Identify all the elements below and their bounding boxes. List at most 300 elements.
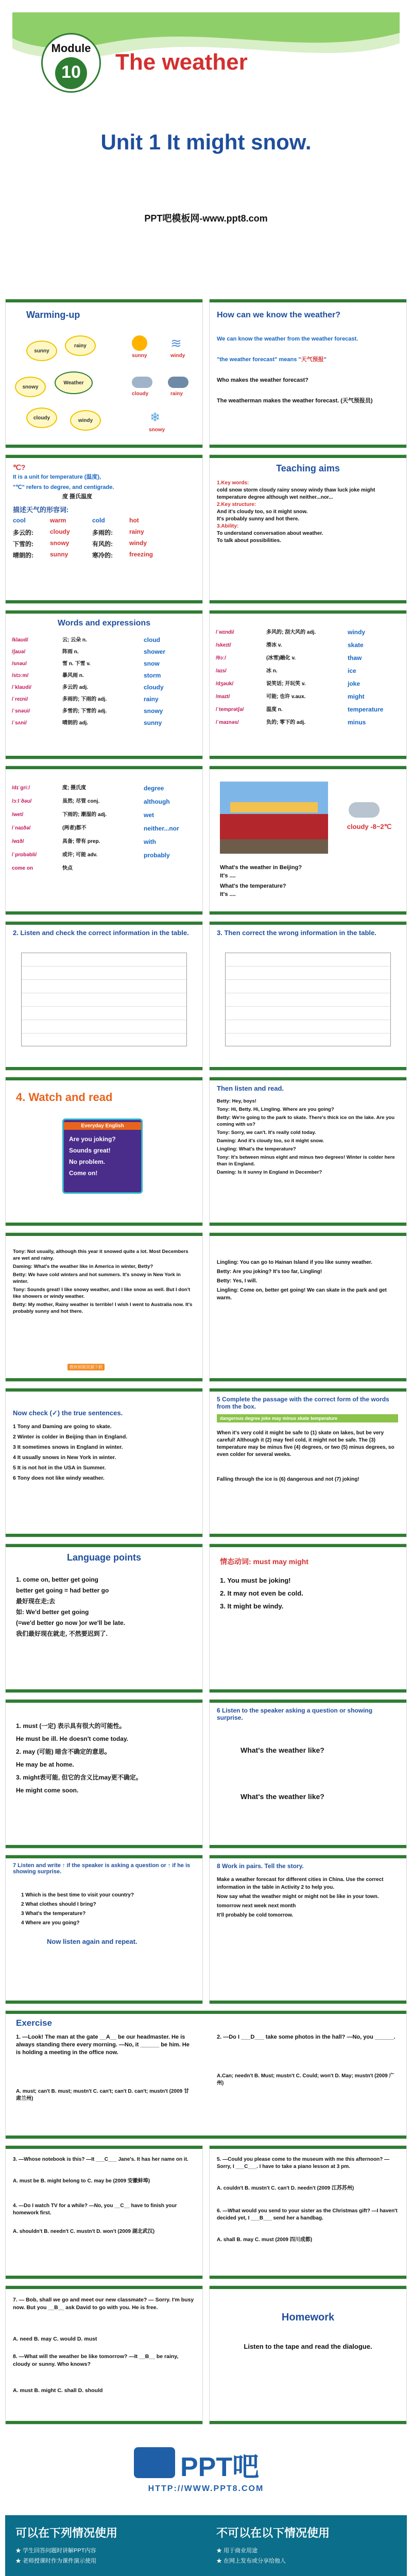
- meaning: 暴风雨 n.: [62, 673, 84, 679]
- label-snowy: snowy: [149, 427, 165, 433]
- meaning: 温度 n.: [266, 707, 283, 713]
- meaning: 冰 n.: [266, 668, 278, 674]
- module-badge: [41, 33, 101, 93]
- word-row: [216, 665, 401, 677]
- meaning: 多云的 adj.: [62, 685, 89, 690]
- pairs-title: 8 Work in pairs. Tell the story.: [217, 1862, 304, 1870]
- meaning: 雪 n. 下雪 v.: [62, 661, 91, 667]
- phonetic: /klaʊd/: [12, 637, 28, 643]
- word: minus: [348, 719, 366, 726]
- word-row: [216, 703, 401, 716]
- beijing-q1: What's the weather in Beijing?: [220, 865, 302, 871]
- dialogue-lines-3: [217, 1259, 400, 1303]
- slide-botbar: [210, 1845, 406, 1848]
- exercise-q2: 2. —Do I ___D___ take some photos in the hall? —No, you ______.: [217, 2034, 396, 2040]
- write-footer: Now listen again and repeat.: [47, 1938, 138, 1945]
- slide-botbar: [210, 756, 406, 759]
- language-line: 1. come on, better get going: [16, 1576, 99, 1583]
- logo-url: HTTP://WWW.PPT8.COM: [148, 2484, 264, 2493]
- left-title: 可以在下列情况使用: [15, 2527, 118, 2539]
- slide-topbar: [6, 1388, 202, 1392]
- aims-item: And it's cloudy too, so it might snow.: [217, 509, 308, 515]
- phonetic: /snəʊ/: [12, 661, 27, 667]
- rainy-icon: [168, 377, 188, 388]
- adjective-subtitle: 描述天气的形容词:: [13, 506, 69, 514]
- meaning: 虽然; 尽管 conj.: [62, 799, 100, 804]
- bubble-cloudy: cloudy: [26, 408, 57, 428]
- adjective-row: 晴朗的: sunny 寒冷的: freezing: [13, 551, 153, 559]
- meaning: 快点: [62, 866, 73, 871]
- modal-line: 3. It might be windy.: [220, 1602, 284, 1610]
- exercise-q4-opts: A. shouldn't B. needn't C. mustn't D. won't (2009 湖北武汉): [13, 2229, 155, 2234]
- dialogue-line: Lingling: What's the temperature?: [217, 1146, 296, 1152]
- word: snowy: [144, 707, 163, 715]
- language-line: 如: We'd better get going: [16, 1608, 89, 1616]
- slide-botbar: [6, 1534, 202, 1537]
- slide-topbar: [210, 1077, 406, 1080]
- bubble-rainy: rainy: [65, 335, 96, 356]
- pairs-line: It'll probably be cold tomorrow.: [217, 1912, 294, 1918]
- words-list: [12, 634, 197, 729]
- slide-botbar: [210, 445, 406, 448]
- slide-topbar: [6, 611, 202, 614]
- meaning: (冰雪)融化 v.: [266, 655, 296, 661]
- word-row: [12, 835, 197, 849]
- exercise-q1: 1. —Look! The man at the gate __A__ be our headmaster. He is always standing there every morning. —No, it ______ be him. He is holding a meeting in the office now.: [16, 2034, 190, 2056]
- language-line: 最好现在走;去: [16, 1598, 55, 1605]
- slide-aims: [209, 454, 407, 604]
- slide-botbar: [6, 756, 202, 759]
- word: cloudy: [144, 684, 164, 691]
- slide-words: [5, 610, 203, 759]
- download-stamp: 教材原版资源下载: [67, 1362, 105, 1371]
- word: windy: [348, 629, 366, 636]
- words-title: Words and expressions: [57, 619, 151, 628]
- phrase: No problem.: [69, 1158, 106, 1165]
- dialogue-line: Betty: Yes, I will.: [217, 1278, 258, 1284]
- windy-icon: ≋: [170, 335, 182, 351]
- slide-beijing: [209, 766, 407, 915]
- meaning: 多风的; 刮大风的 adj.: [266, 630, 316, 635]
- dialogue-line: Betty: We have cold winters and hot summers. It's snowy in New York in winter.: [13, 1272, 181, 1284]
- meaning: 负的; 零下的 adj.: [266, 720, 306, 725]
- word-row: [12, 693, 197, 705]
- beijing-q2: What's the temperature?: [220, 883, 286, 889]
- slide-complete: [209, 1388, 407, 1537]
- must-line: He might come soon.: [16, 1787, 79, 1794]
- phonetic: /ˈklaʊdi/: [12, 685, 31, 690]
- language-line: better get going = had better go: [16, 1587, 109, 1594]
- phonetic: /ɔːlˈðəʊ/: [12, 799, 32, 804]
- dialogue-line: Betty: Are you joking? It's too far, Lingling!: [217, 1269, 322, 1275]
- warmup-title: Warming-up: [26, 310, 80, 320]
- slide-botbar: [6, 1223, 202, 1226]
- slide-exercise-2: [5, 2145, 203, 2279]
- slide-dialogue: [209, 1077, 407, 1226]
- label-windy: windy: [170, 353, 185, 359]
- modal-line: 1. You must be joking!: [220, 1577, 291, 1584]
- forecast-line4: The weatherman makes the weather forecast. (天气预报员): [217, 398, 373, 404]
- slide-botbar: [6, 911, 202, 914]
- slide-botbar: [210, 1223, 406, 1226]
- word: sunny: [144, 719, 162, 726]
- dialogue-line: Tony: It's between minus eight and minus two degrees! Winter is colder here than in England.: [217, 1155, 395, 1167]
- right-line: ★ 在网上发布或分享给他人: [216, 2558, 286, 2564]
- phonetic: /ˈsʌni/: [12, 720, 27, 726]
- slide-topbar: [210, 1388, 406, 1392]
- slide-homework: [209, 2285, 407, 2425]
- exercise-q7-opts: A. need B. may C. would D. must: [13, 2336, 97, 2342]
- exercise-q6: 6. —What would you send to your sister as the Christmas gift? —I haven't decided yet, I ___B___ send her a handbag.: [217, 2208, 398, 2221]
- slide-topbar: [210, 1855, 406, 1858]
- aims-item: To understand conversation about weather.: [217, 531, 323, 536]
- slide-botbar: [6, 1689, 202, 1692]
- celsius-line2: "℃" refers to degree, and centigrade.: [13, 484, 114, 490]
- homework-text: Listen to the tape and read the dialogue.: [244, 2343, 372, 2350]
- phonetic: /aɪs/: [216, 668, 227, 674]
- word: probably: [144, 852, 170, 859]
- language-line: (=we'd better go now )or we'll be late.: [16, 1619, 126, 1626]
- word: cloud: [144, 636, 160, 643]
- slide-topbar: [6, 1700, 202, 1703]
- slide-topbar: [210, 455, 406, 458]
- site-text: PPT吧模板网-www.ppt8.com: [144, 213, 268, 224]
- exercise-q6-opts: A. shall B. may C. must (2009 四川成都): [217, 2237, 313, 2243]
- must-line: He may be at home.: [16, 1761, 74, 1768]
- phonetic: come on: [12, 866, 33, 871]
- true-item: 5 It is not hot in the USA in Summer.: [13, 1465, 106, 1471]
- dialogue-line: Betty: My mother, Rainy weather is terrible! I wish I went to Australia now. It's probably sunny and hot there.: [13, 1302, 193, 1314]
- label-rainy: rainy: [170, 391, 183, 397]
- module-number: 10: [61, 62, 81, 82]
- slide-topbar: [6, 2011, 406, 2014]
- word-row: [12, 646, 197, 658]
- celsius-symbol: ℃?: [13, 463, 26, 471]
- modal-line: 2. It may not even be cold.: [220, 1589, 303, 1597]
- exercise-title: Exercise: [16, 2018, 52, 2028]
- word: although: [144, 798, 170, 805]
- write-list: [21, 1891, 196, 1928]
- slide-words-2: [209, 610, 407, 759]
- adjective-table: [13, 517, 198, 562]
- modal-list: [220, 1575, 400, 1614]
- word-row: [12, 782, 197, 795]
- word: wet: [144, 811, 154, 819]
- phonetic: /ˈtemprətʃə/: [216, 707, 244, 713]
- word-row: [12, 822, 197, 835]
- meaning: 或许; 可能 adv.: [62, 852, 98, 858]
- right-title: 不可以在以下情况使用: [216, 2527, 330, 2539]
- weather-center: Weather: [55, 371, 93, 394]
- aims-item: 2.Key structure:: [217, 502, 256, 507]
- homework-title: Homework: [281, 2312, 335, 2323]
- word-row: [12, 705, 197, 717]
- slide-listen-check: [5, 921, 203, 1071]
- true-item: 2 Winter is colder in Beijing than in England.: [13, 1434, 128, 1440]
- logo-brand: PPT吧: [180, 2452, 260, 2482]
- label-cloudy: cloudy: [132, 391, 149, 397]
- slide-botbar: [6, 600, 202, 603]
- slide-listen-speaker: [209, 1699, 407, 1849]
- slide-exercise-4: [5, 2285, 203, 2425]
- slide-topbar: [210, 2146, 406, 2149]
- words-list-2: [216, 626, 401, 729]
- phonetic: /maɪt/: [216, 694, 230, 700]
- phonetic: /skeɪt/: [216, 642, 231, 648]
- bubble-windy: windy: [70, 410, 101, 431]
- unit-title: Unit 1 It might snow.: [100, 130, 312, 154]
- aims-item: It's probably sunny and hot there.: [217, 516, 300, 522]
- label-sunny: sunny: [132, 353, 147, 359]
- complete-title: 5 Complete the passage with the correct form of the words from the box.: [217, 1396, 389, 1410]
- complete-line1: When it's very cold it might be safe to (1) skate on lakes, but be very careful! Although it (2) may feel cold, it might not be safe. The (3) temperature may be minus five (4) degrees, or two (5) minus degrees, so even colder for several weeks.: [217, 1430, 394, 1458]
- slide-dialogue-2: [5, 1232, 203, 1382]
- phonetic: /dɪˈɡriː/: [12, 785, 30, 791]
- exercise-q2-opts: A.Can; needn't B. Must; mustn't C. Could; won't D. May; mustn't (2009 广州): [217, 2073, 394, 2086]
- word: might: [348, 693, 365, 700]
- slide-topbar: [210, 1700, 406, 1703]
- slide-modal: [209, 1544, 407, 1693]
- cloudy-icon: [132, 377, 152, 388]
- phonetic: /ˈprɒbəbli/: [12, 852, 37, 858]
- true-item: 3 It sometimes snows in England in winter.: [13, 1444, 123, 1450]
- meaning: 多雨的; 下雨的 adj.: [62, 697, 107, 702]
- slide-topbar: [6, 1233, 202, 1236]
- slide-botbar: [210, 2001, 406, 2004]
- forecast-line2: "the weather forecast" means "天气预报": [217, 357, 327, 363]
- beijing-a2: It's ....: [220, 891, 236, 897]
- true-item: 1 Tony and Daming are going to skate.: [13, 1423, 112, 1430]
- slide-botbar: [6, 2421, 202, 2424]
- phonetic: /wɪð/: [12, 839, 24, 844]
- word: ice: [348, 667, 356, 674]
- slide-botbar: [210, 600, 406, 603]
- bubble-sunny: sunny: [26, 341, 57, 361]
- exercise-q3: 3. —Whose notebook is this? —It ___C___ Jane's. It has her name on it.: [13, 2157, 188, 2162]
- must-line: 1. must (一定) 表示具有很大的可能性。: [16, 1722, 126, 1730]
- word-box: dangerous degree joke may minus skate temperature: [217, 1414, 398, 1422]
- adjective-row: cool warm cold hot: [13, 517, 139, 524]
- must-line: He must be ill. He doesn't come today.: [16, 1735, 129, 1742]
- meaning: 具备; 带有 prep.: [62, 839, 100, 844]
- slide-pairs: [209, 1855, 407, 2004]
- slide-topbar: [210, 2286, 406, 2289]
- word-row: [216, 690, 401, 703]
- everyday-card: [62, 1118, 143, 1194]
- slide-topbar: [210, 299, 406, 302]
- slide-true-sentences: [5, 1388, 203, 1537]
- slide-botbar: [210, 1067, 406, 1070]
- phrase: Come on!: [69, 1170, 98, 1177]
- complete-line2: Falling through the ice is (6) dangerous and not (7) joking!: [217, 1477, 359, 1482]
- bubble-snowy: snowy: [15, 377, 46, 397]
- write-item: 2 What clothes should I bring?: [21, 1902, 96, 1907]
- exercise-q5: 5. —Could you please come to the museum with me this afternoon? —Sorry, I ___C___. I have to take a piano lesson at 3 pm.: [217, 2157, 390, 2170]
- phonetic: /wet/: [12, 812, 24, 818]
- dialogue-line: Daming: And it's cloudy too, so it might snow.: [217, 1138, 324, 1144]
- phrase: Sounds great!: [69, 1147, 111, 1154]
- meaning: 可能; 也许 v.aux.: [266, 694, 306, 700]
- exercise-q8: 8. —What will the weather be like tomorrow? —It __B__ be rainy, cloudy or sunny. Who knows?: [13, 2353, 179, 2367]
- slide-topbar: [6, 1077, 202, 1080]
- dialogue-line: Daming: Is it sunny in England in December?: [217, 1170, 322, 1175]
- slide-botbar: [6, 2136, 406, 2139]
- pairs-line: Now say what the weather might or might not be like in your town.: [217, 1894, 379, 1900]
- dialogue-line: Tony: Hi, Betty. Hi, Lingling. Where are you going?: [217, 1107, 334, 1112]
- dialogue-line: Tony: Sorry, we can't. It's really cold today.: [217, 1130, 316, 1136]
- slide-must-may: [5, 1699, 203, 1849]
- slide-botbar: [210, 2276, 406, 2279]
- dialogue-lines: [217, 1098, 400, 1177]
- true-list: [13, 1422, 196, 1484]
- modal-title: 情态动词: must may might: [220, 1557, 308, 1566]
- write-item: 3 What's the temperature?: [21, 1911, 86, 1917]
- slide-topbar: [210, 1233, 406, 1236]
- must-line: 3. might表可能, 但它的含义比may更不确定。: [16, 1774, 142, 1781]
- meaning: 阵雨 n.: [62, 649, 79, 655]
- word-row: [216, 716, 401, 729]
- word-row: [12, 808, 197, 822]
- slide-botbar: [210, 2421, 406, 2424]
- phonetic: /ˈnaɪðə/: [12, 825, 31, 831]
- weather-table: [21, 953, 187, 1046]
- word: skate: [348, 641, 364, 649]
- word: with: [144, 838, 156, 845]
- slide-botbar: [210, 1534, 406, 1537]
- slide-botbar: [6, 1845, 202, 1848]
- forecast-title: How can we know the weather?: [217, 311, 341, 319]
- must-list: [16, 1720, 196, 1798]
- dialogue-line: Lingling: You can go to Hainan Island if you like sunny weather.: [217, 1260, 372, 1265]
- word-row: [12, 717, 197, 729]
- speaker-q1: What's the weather like?: [241, 1746, 324, 1754]
- exercise-q4: 4. —Do I watch TV for a while? —No, you __C__ have to finish your homework first.: [13, 2203, 177, 2216]
- word: joke: [348, 680, 360, 687]
- celsius-line3: 度 摄氏温度: [62, 494, 93, 500]
- dialogue-lines-2: [13, 1248, 196, 1316]
- slide-topbar: [6, 455, 202, 458]
- slide-topbar: [210, 922, 406, 925]
- word-row: [12, 849, 197, 862]
- true-item: 6 Tony does not like windy weather.: [13, 1475, 105, 1481]
- phonetic: /θɔː/: [216, 655, 226, 661]
- weather-table-2: [225, 953, 391, 1046]
- dialogue-line: Betty: Hey, boys!: [217, 1098, 256, 1104]
- slide-celsius: [5, 454, 203, 604]
- pairs-line: Make a weather forecast for different cities in China. Use the correct information in the table in Activity 2 to help you.: [217, 1877, 384, 1890]
- module-label: Module: [51, 42, 91, 55]
- slide-botbar: [6, 445, 202, 448]
- adjective-row: 下雪的: snowy 有风的: windy: [13, 539, 147, 548]
- slide-topbar: [210, 766, 406, 769]
- main-title: The weather: [115, 49, 248, 75]
- pairs-list: [217, 1876, 400, 1921]
- meaning: 云; 云朵 n.: [62, 637, 87, 643]
- slide-botbar: [210, 1689, 406, 1692]
- slide-botbar: [210, 911, 406, 914]
- right-line: ★ 用于商业用途: [216, 2548, 258, 2554]
- word: shower: [144, 648, 166, 655]
- listen-title: 2. Listen and check the correct information in the table.: [13, 929, 189, 937]
- sun-icon: [132, 335, 147, 351]
- slide-botbar: [6, 2001, 202, 2004]
- word: storm: [144, 672, 161, 679]
- slide-topbar: [6, 2286, 202, 2289]
- word-row: [12, 682, 197, 693]
- word: rainy: [144, 696, 159, 703]
- left-line: ★ 学生回答问题时讲解PPT内容: [15, 2548, 96, 2554]
- slide-topbar: [6, 922, 202, 925]
- slide-words-3: [5, 766, 203, 915]
- slide-title: [12, 12, 400, 239]
- slide-topbar: [6, 1855, 202, 1858]
- word-row: [216, 677, 401, 690]
- write-item: 4 Where are you going?: [21, 1920, 80, 1926]
- aims-list: [217, 480, 400, 545]
- slide-watch: [5, 1077, 203, 1226]
- aims-item: 3.Ability:: [217, 523, 239, 529]
- words-list-3: [12, 782, 197, 875]
- correct-title: 3. Then correct the wrong information in the table.: [217, 929, 376, 937]
- word: snow: [144, 660, 160, 667]
- watch-title: 4. Watch and read: [16, 1091, 113, 1104]
- card-title: Everyday English: [64, 1122, 141, 1130]
- word: temperature: [348, 706, 384, 713]
- meaning: 滑冰 v.: [266, 642, 282, 648]
- dialogue-line: Betty: We're going to the park to skate. There's thick ice on the lake. Are you coming with us?: [217, 1115, 395, 1127]
- slide-warmup: [5, 299, 203, 448]
- slide-botbar: [6, 1378, 202, 1381]
- phonetic: /ˈsnəʊi/: [12, 708, 30, 714]
- left-line: ★ 老师授课时作为课件演示使用: [15, 2558, 97, 2564]
- roof-shape: [230, 802, 318, 812]
- word-row: [12, 658, 197, 670]
- meaning: 下雨的; 潮湿的 adj.: [62, 812, 107, 818]
- beijing-a1: It's ....: [220, 873, 236, 879]
- slide-dialogue-3: [209, 1232, 407, 1382]
- write-title: 7 Listen and write ↑ if the speaker is asking a question or ↑ if he is showing surprise.: [13, 1862, 191, 1875]
- phonetic: /ˈwɪndi/: [216, 630, 234, 635]
- word-row: [216, 652, 401, 665]
- snowy-icon: ❄: [150, 411, 161, 425]
- meaning: 多雪的; 下雪的 adj.: [62, 708, 107, 714]
- word-row: [216, 639, 401, 652]
- slide-exercise-3: [209, 2145, 407, 2279]
- language-title: Language points: [67, 1552, 141, 1563]
- slide-listen-write: [5, 1855, 203, 2004]
- word-row: [12, 862, 197, 875]
- exercise-q3-opts: A. must be B. might belong to C. may be (2009 安徽蚌埠): [13, 2178, 150, 2184]
- exercise-q8-opts: A. must B. might C. shall D. should: [13, 2387, 103, 2394]
- word-row: [12, 795, 197, 808]
- must-line: 2. may (可能) 暗含不确定的意思。: [16, 1748, 111, 1755]
- aims-item: 1.Key words:: [217, 480, 249, 486]
- slide-botbar: [6, 2276, 202, 2279]
- dialogue-title: Then listen and read.: [217, 1084, 284, 1092]
- slide-forecast: [209, 299, 407, 448]
- slide-botbar: [6, 1067, 202, 1070]
- slide-topbar: [6, 2146, 202, 2149]
- slide-botbar: [210, 1378, 406, 1381]
- dialogue-line: Lingling: Come on, better get going! We can skate in the park and get warm.: [217, 1287, 387, 1301]
- word: degree: [144, 785, 164, 792]
- phonetic: /stɔːm/: [12, 673, 29, 679]
- logo-slide: [5, 2432, 407, 2509]
- phonetic: /ʃaʊə/: [12, 649, 26, 655]
- language-line: 我们最好现在就走, 不然要迟到了.: [16, 1630, 108, 1637]
- language-list: [16, 1575, 196, 1640]
- dialogue-line: Daming: What's the weather like in America in winter, Betty?: [13, 1264, 153, 1269]
